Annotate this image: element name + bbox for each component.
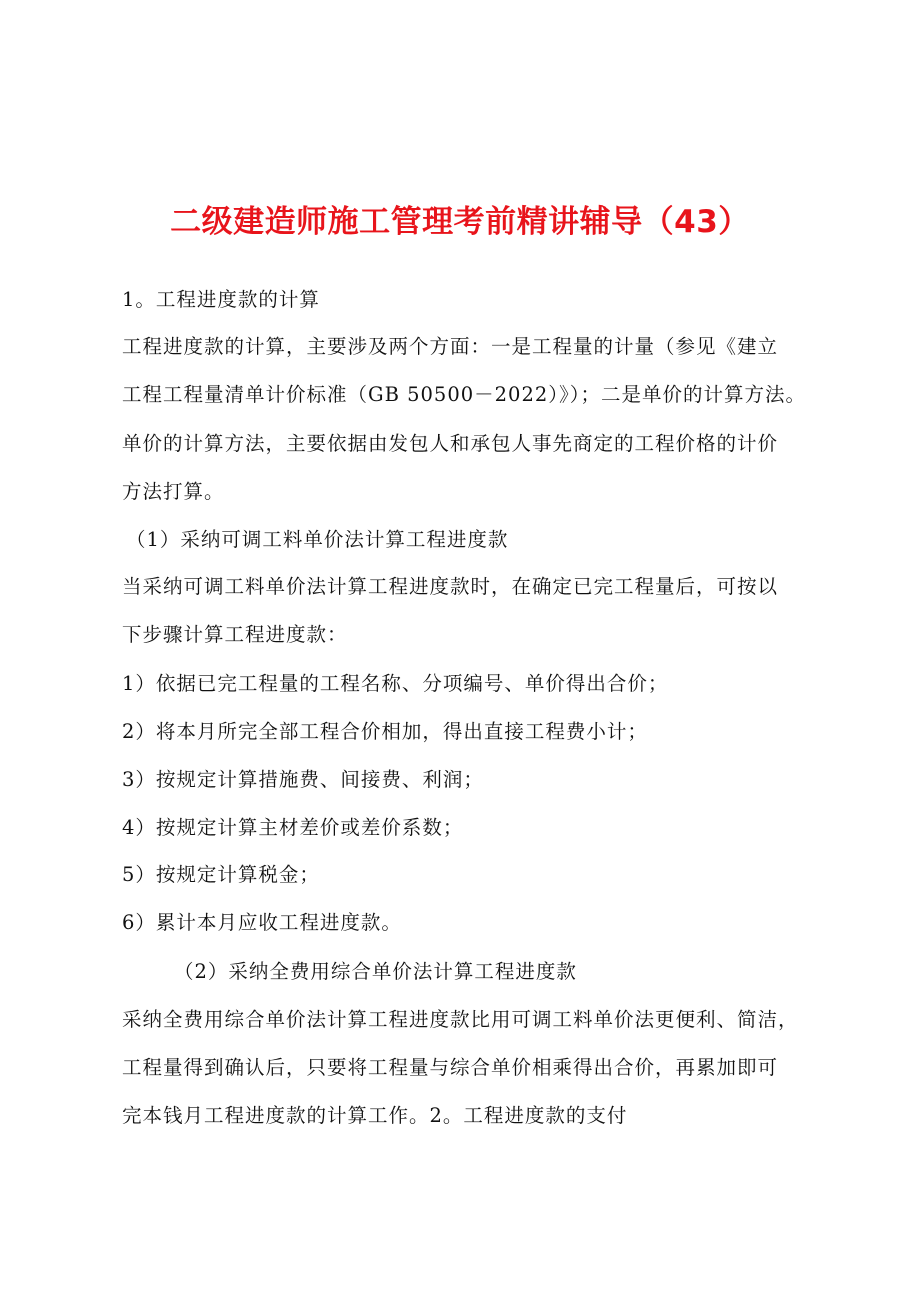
paragraph-line: 完本钱月工程进度款的计算工作。2。工程进度款的支付 — [122, 1104, 628, 1127]
list-item: 3）按规定计算措施费、间接费、利润； — [122, 768, 484, 791]
document-title: 二级建造师施工管理考前精讲辅导（43） — [170, 204, 750, 240]
list-item: 4）按规定计算主材差价或差价系数； — [122, 816, 464, 839]
section-heading: 1。工程进度款的计算 — [122, 288, 320, 311]
subsection-heading: （1）采纳可调工料单价法计算工程进度款 — [126, 528, 509, 551]
paragraph-line: 工程工程量清单计价标准（GB 50500－2022）》）；二是单价的计算方法。 — [122, 383, 807, 406]
paragraph-line: 方法打算。 — [122, 480, 225, 503]
list-item: 6）累计本月应收工程进度款。 — [122, 911, 402, 934]
list-item: 1）依据已完工程量的工程名称、分项编号、单价得出合价； — [122, 672, 669, 695]
paragraph-line: 采纳全费用综合单价法计算工程进度款比用可调工料单价法更便利、简洁， — [122, 1008, 799, 1031]
paragraph-line: 单价的计算方法，主要依据由发包人和承包人事先商定的工程价格的计价 — [122, 432, 779, 455]
paragraph-line: 工程进度款的计算，主要涉及两个方面：一是工程量的计量（参见《建立 — [122, 335, 779, 358]
list-item: 2）将本月所完全部工程合价相加，得出直接工程费小计； — [122, 720, 648, 743]
paragraph-line: 工程量得到确认后，只要将工程量与综合单价相乘得出合价，再累加即可 — [122, 1056, 779, 1079]
list-item: 5）按规定计算税金； — [122, 863, 320, 886]
subsection-heading: （2）采纳全费用综合单价法计算工程进度款 — [174, 960, 577, 983]
paragraph-line: 当采纳可调工料单价法计算工程进度款时，在确定已完工程量后，可按以 — [122, 575, 779, 598]
paragraph-line: 下步骤计算工程进度款： — [122, 623, 348, 646]
